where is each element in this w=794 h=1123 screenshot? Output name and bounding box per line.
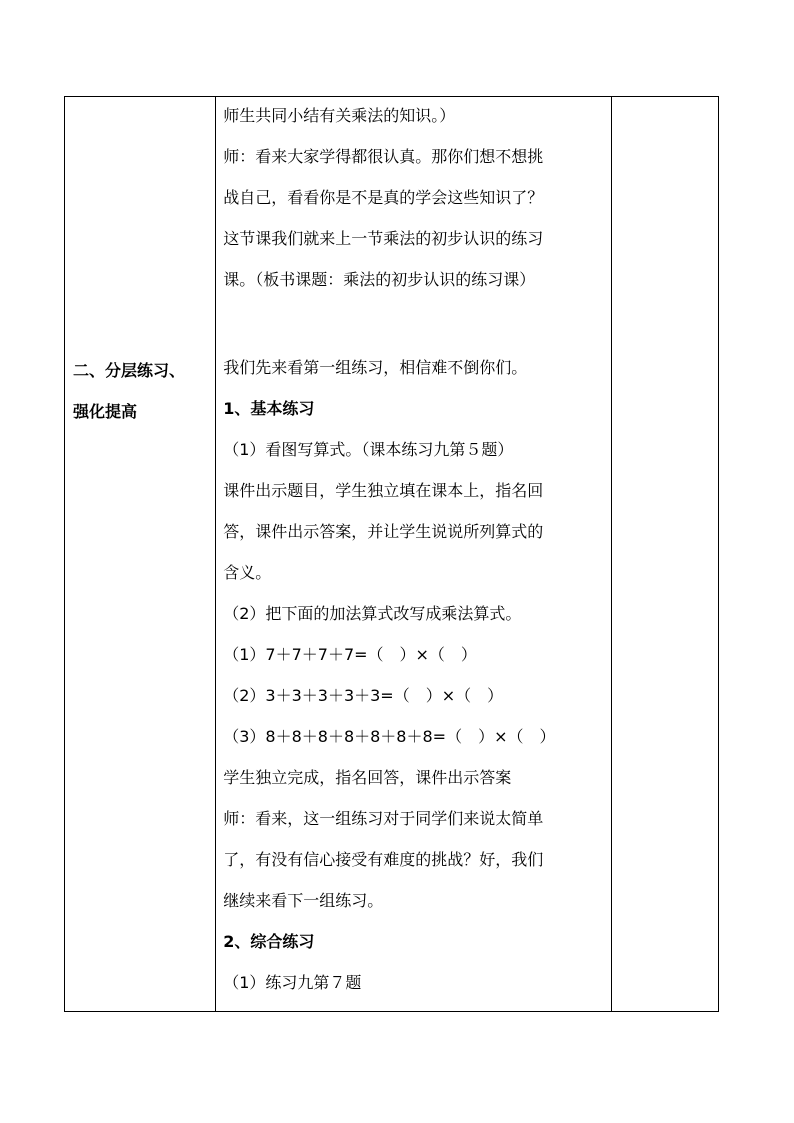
process-line: 师：看来，这一组练习对于同学们来说太简单 [223, 809, 544, 828]
section-heading: 1、基本练习 [223, 399, 315, 418]
notes-cell [611, 97, 718, 1012]
stage-title [73, 350, 213, 432]
process-line: 课。（板书课题：乘法的初步认识的练习课） [223, 270, 536, 289]
exercise-line: （3）8＋8＋8＋8＋8＋8＋8=（ ）×（ ） [223, 727, 556, 746]
section-heading: 2、综合练习 [223, 932, 315, 951]
process-line: 学生独立完成，指名回答，课件出示答案 [223, 768, 512, 787]
stage-title-line-2: 强化提高 [73, 402, 138, 421]
process-line: 这节课我们就来上一节乘法的初步认识的练习 [223, 229, 544, 248]
process-line: （1）练习九第７题 [223, 973, 362, 992]
process-line: 继续来看下一组练习。 [223, 891, 384, 910]
table-row [65, 97, 719, 1012]
process-line: 答，课件出示答案，并让学生说说所列算式的 [223, 522, 544, 541]
process-line: 战自己，看看你是不是真的学会这些知识了？ [223, 188, 544, 207]
process-line: 课件出示题目，学生独立填在课本上，指名回 [223, 481, 544, 500]
process-line: 了，有没有信心接受有难度的挑战？好，我们 [223, 850, 544, 869]
process-line: 我们先来看第一组练习，相信难不倒你们。 [223, 358, 528, 377]
process-cell [216, 97, 612, 1012]
lesson-plan-table [64, 96, 719, 1012]
exercise-line: （2）3＋3＋3＋3＋3=（ ）×（ ） [223, 686, 504, 705]
stage-title-line-1: 二、分层练习、 [73, 361, 186, 380]
process-line: 含义。 [223, 563, 272, 582]
process-line: （2）把下面的加法算式改写成乘法算式。 [223, 604, 522, 623]
exercise-line: （1）7＋7＋7＋7=（ ）×（ ） [223, 645, 477, 664]
process-line: （1）看图写算式。（课本练习九第５题） [223, 440, 514, 459]
process-line: 师生共同小结有关乘法的知识。） [223, 106, 456, 125]
process-line: 师：看来大家学得都很认真。那你们想不想挑 [223, 147, 544, 166]
stage-cell [65, 97, 216, 1012]
